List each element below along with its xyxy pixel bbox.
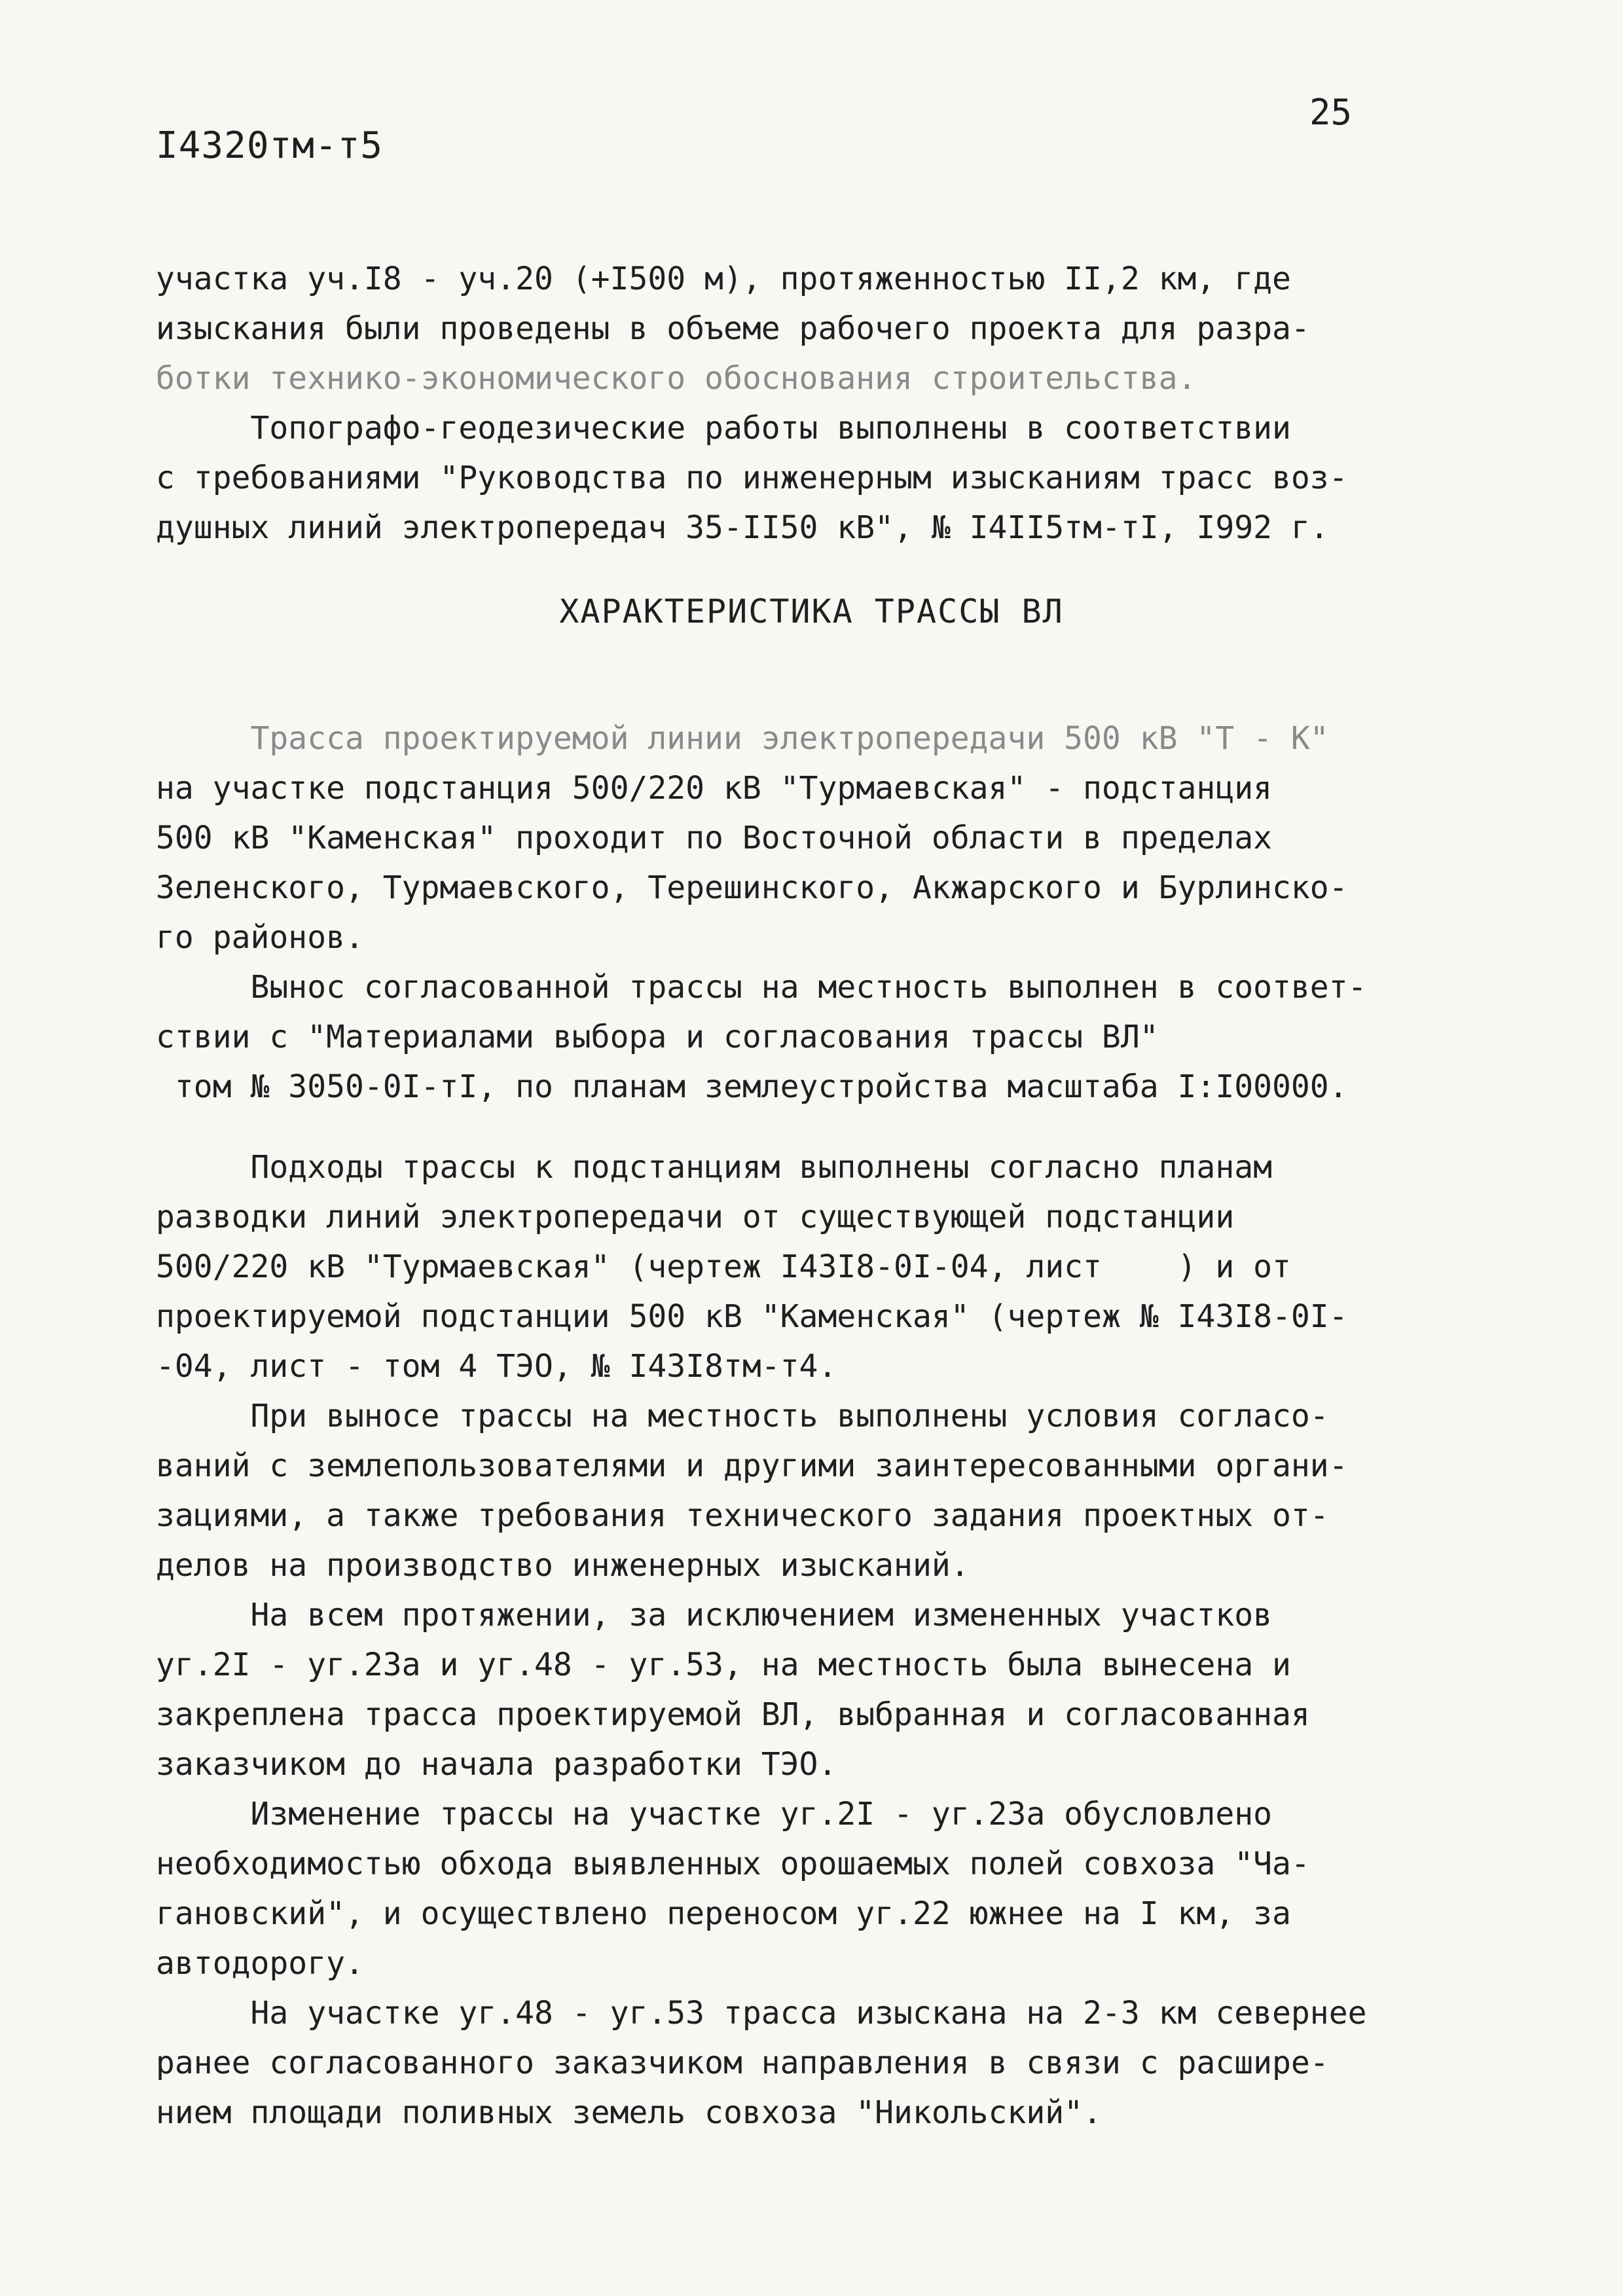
intro-paragraphs bbox=[156, 254, 1491, 553]
text-line: с требованиями "Руководства по инженерным изысканиям трасс воз- bbox=[156, 460, 1348, 496]
text-line: го районов. bbox=[156, 919, 364, 956]
route-details bbox=[156, 1142, 1491, 2138]
section-title: ХАРАКТЕРИСТИКА ТРАССЫ ВЛ bbox=[559, 592, 1064, 630]
text-line: том № 3050-0I-тI, по планам землеустройства масштаба I:I00000. bbox=[156, 1068, 1348, 1105]
text-line: Трасса проектируемой линии электропередачи 500 кВ "Т - К" bbox=[156, 720, 1329, 757]
text-line: зациями, а также требования технического задания проектных от- bbox=[156, 1497, 1329, 1534]
text-line: Топографо-геодезические работы выполнены в соответствии bbox=[156, 410, 1291, 446]
route-description bbox=[156, 714, 1491, 1112]
text-line: ботки технико-экономического обоснования строительства. bbox=[156, 360, 1197, 397]
page-number: 25 bbox=[1309, 92, 1353, 133]
document-code: I4320тм-т5 bbox=[156, 124, 384, 167]
text-line: ваний с землепользователями и другими заинтересованными органи- bbox=[156, 1448, 1348, 1484]
text-line: закреплена трасса проектируемой ВЛ, выбранная и согласованная bbox=[156, 1696, 1310, 1733]
text-line: ранее согласованного заказчиком направления в связи с расшире- bbox=[156, 2045, 1329, 2081]
text-line: проектируемой подстанции 500 кВ "Каменская" (чертеж № I43I8-0I- bbox=[156, 1298, 1348, 1335]
text-line: При выносе трассы на местность выполнены условия согласо- bbox=[156, 1398, 1329, 1434]
text-line: заказчиком до начала разработки ТЭО. bbox=[156, 1746, 837, 1783]
text-line: Изменение трассы на участке уг.2I - уг.23а обусловлено bbox=[156, 1796, 1273, 1832]
text-line: Зеленского, Турмаевского, Терешинского, Акжарского и Бурлинско- bbox=[156, 869, 1348, 906]
text-line: 500 кВ "Каменская" проходит по Восточной области в пределах bbox=[156, 820, 1273, 856]
text-line: делов на производство инженерных изысканий. bbox=[156, 1547, 970, 1584]
text-line: ствии с "Материалами выбора и согласования трассы ВЛ" bbox=[156, 1019, 1159, 1055]
text-line: На участке уг.48 - уг.53 трасса изыскана на 2-3 км севернее bbox=[156, 1995, 1367, 2032]
text-line: автодорогу. bbox=[156, 1945, 364, 1982]
text-line: уг.2I - уг.23а и уг.48 - уг.53, на местность была вынесена и bbox=[156, 1647, 1291, 1683]
text-line: участка уч.I8 - уч.20 (+I500 м), протяженностью II,2 км, где bbox=[156, 261, 1291, 297]
text-line: разводки линий электропередачи от существующей подстанции bbox=[156, 1199, 1235, 1235]
text-line: гановский", и осуществлено переносом уг.22 южнее на I км, за bbox=[156, 1895, 1291, 1932]
text-line: душных линий электропередач 35-II50 кВ", № I4II5тм-тI, I992 г. bbox=[156, 509, 1329, 546]
text-line: изыскания были проведены в объеме рабочего проекта для разра- bbox=[156, 310, 1310, 347]
text-line: нием площади поливных земель совхоза "Никольский". bbox=[156, 2094, 1102, 2131]
text-line: -04, лист - том 4 ТЭО, № I43I8тм-т4. bbox=[156, 1348, 837, 1385]
text-line: Подходы трассы к подстанциям выполнены согласно планам bbox=[156, 1149, 1273, 1186]
text-line: на участке подстанция 500/220 кВ "Турмаевская" - подстанция bbox=[156, 770, 1273, 807]
text-line: необходимостью обхода выявленных орошаемых полей совхоза "Ча- bbox=[156, 1846, 1310, 1882]
text-line: 500/220 кВ "Турмаевская" (чертеж I43I8-0I-04, лист ) и от bbox=[156, 1248, 1291, 1285]
text-line: На всем протяжении, за исключением измененных участков bbox=[156, 1597, 1273, 1633]
text-line: Вынос согласованной трассы на местность выполнен в соответ- bbox=[156, 969, 1367, 1006]
